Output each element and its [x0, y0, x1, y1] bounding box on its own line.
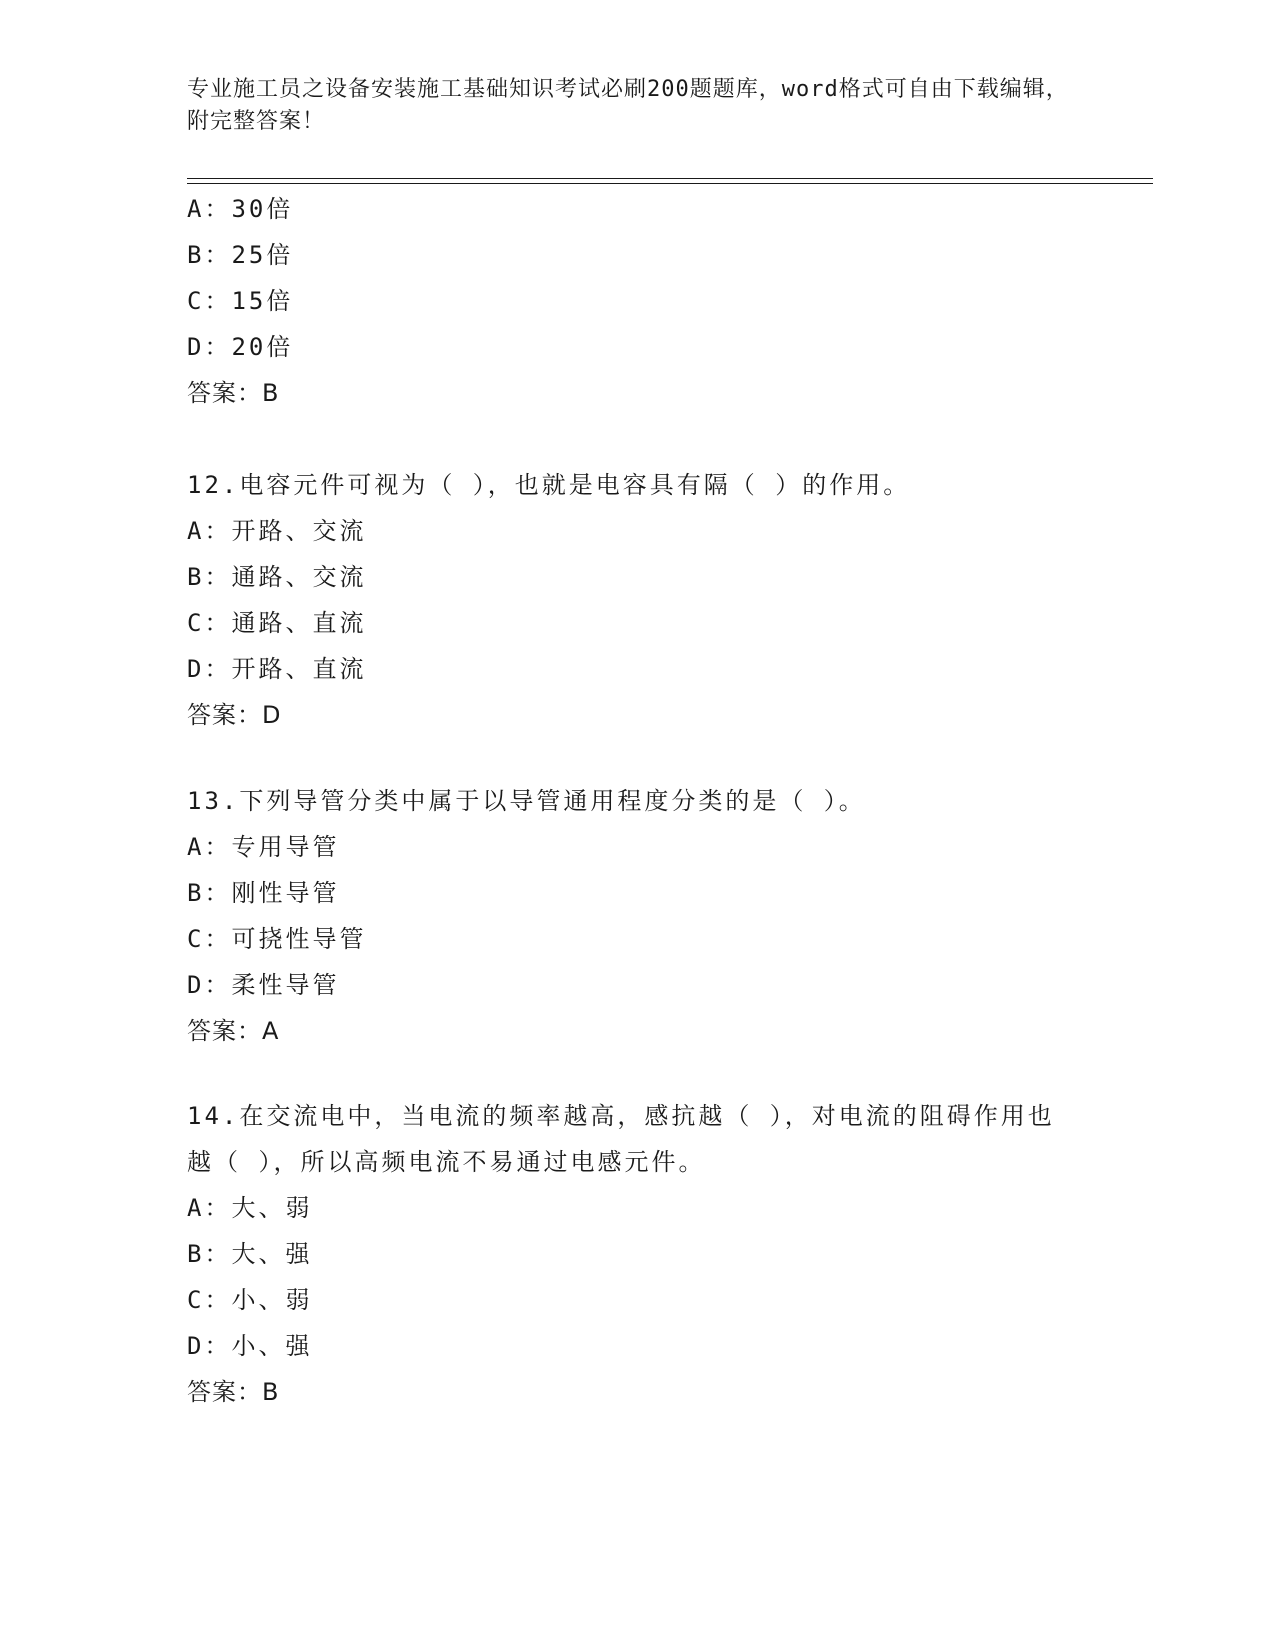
document-title: 专业施工员之设备安装施工基础知识考试必刷200题题库，word格式可自由下载编辑，附完整答案！ [187, 77, 1069, 134]
q14-option-b: B：大、强 [187, 1240, 313, 1268]
q14-title: 14.在交流电中，当电流的频率越高，感抗越（ ），对电流的阻碍作用也越（ ），所以高频电流不易通过电感元件。 [187, 1102, 1055, 1176]
q14-option-d: D：小、强 [187, 1332, 313, 1360]
q13-option-c: C：可挠性导管 [187, 925, 367, 953]
q11-answer: 答案：B [187, 379, 280, 407]
q11-option-c: C：15倍 [187, 287, 294, 315]
q14-option-c: C：小、弱 [187, 1286, 313, 1314]
header-divider-bottom [187, 183, 1153, 184]
q11-option-d: D：20倍 [187, 333, 294, 361]
q12-option-a: A：开路、交流 [187, 517, 367, 545]
q12-option-d: D：开路、直流 [187, 655, 367, 683]
q12-title: 12.电容元件可视为（ ），也就是电容具有隔（ ）的作用。 [187, 471, 911, 499]
q11-option-b: B：25倍 [187, 241, 294, 269]
q13-title: 13.下列导管分类中属于以导管通用程度分类的是（ ）。 [187, 787, 866, 815]
question-13-block [187, 778, 1087, 1054]
document-header [187, 74, 1087, 138]
question-11-block [187, 186, 1087, 416]
q11-option-a: A：30倍 [187, 195, 294, 223]
q13-answer: 答案：A [187, 1017, 280, 1045]
question-12-block [187, 462, 1087, 738]
q13-option-a: A：专用导管 [187, 833, 340, 861]
header-divider-top [187, 178, 1153, 179]
q14-answer: 答案：B [187, 1378, 280, 1406]
q12-option-c: C：通路、直流 [187, 609, 367, 637]
q12-answer: 答案：D [187, 701, 282, 729]
q14-option-a: A：大、弱 [187, 1194, 313, 1222]
q12-option-b: B：通路、交流 [187, 563, 367, 591]
question-14-block [187, 1093, 1067, 1415]
q13-option-d: D：柔性导管 [187, 971, 340, 999]
q13-option-b: B：刚性导管 [187, 879, 340, 907]
